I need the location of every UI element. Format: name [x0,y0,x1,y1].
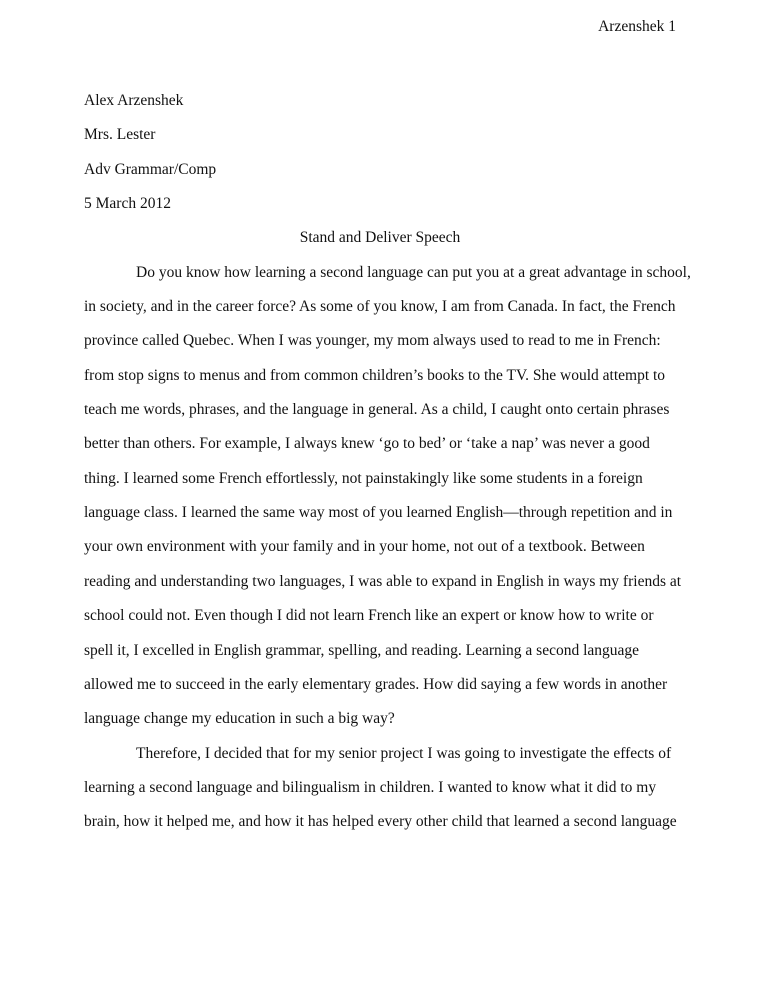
essay-title: Stand and Deliver Speech [299,229,461,247]
course-name: Adv Grammar/Comp [84,160,217,178]
paragraph-line: language change my education in such a big way? [84,710,395,728]
essay-paragraphs [84,256,691,840]
paragraph-line: province called Quebec. When I was younger, my mom always used to read to me in French: [84,332,661,350]
paragraph-line: in society, and in the career force? As some of you know, I am from Canada. In fact, the French [84,298,676,316]
paragraph-line: allowed me to succeed in the early elementary grades. How did saying a few words in another [84,675,668,693]
page-header: Arzenshek 1 [598,18,676,35]
paragraph-line: teach me words, phrases, and the language in general. As a child, I caught onto certain phrases [84,401,670,419]
paragraph-line: school could not. Even though I did not learn French like an expert or know how to write or [84,607,654,625]
paragraph-line: spell it, I excelled in English grammar, spelling, and reading. Learning a second language [84,641,640,659]
paragraph-line: Do you know how learning a second language can put you at a great advantage in school, [136,263,691,281]
paragraph-line: from stop signs to menus and from common children’s books to the TV. She would attempt to [84,366,666,384]
instructor-name: Mrs. Lester [84,126,156,144]
author-name: Alex Arzenshek [84,92,184,109]
paragraph-line: reading and understanding two languages, I was able to expand in English in ways my friends at [84,572,682,590]
paragraph-line: learning a second language and bilingualism in children. I wanted to know what it did to my [84,778,657,796]
paragraph-line: brain, how it helped me, and how it has helped every other child that learned a second language [84,813,677,831]
paragraph-line: thing. I learned some French effortlessly, not painstakingly like some students in a foreign [84,469,643,487]
document-body [84,84,691,840]
paragraph-line: language class. I learned the same way most of you learned English—through repetition and in [84,504,673,522]
date: 5 March 2012 [84,195,171,213]
paragraph-line: your own environment with your family and in your home, not out of a textbook. Between [84,538,645,556]
paragraph-line: Therefore, I decided that for my senior project I was going to investigate the effects of [136,744,672,762]
paragraph-line: better than others. For example, I always knew ‘go to bed’ or ‘take a nap’ was never a good [84,435,650,453]
